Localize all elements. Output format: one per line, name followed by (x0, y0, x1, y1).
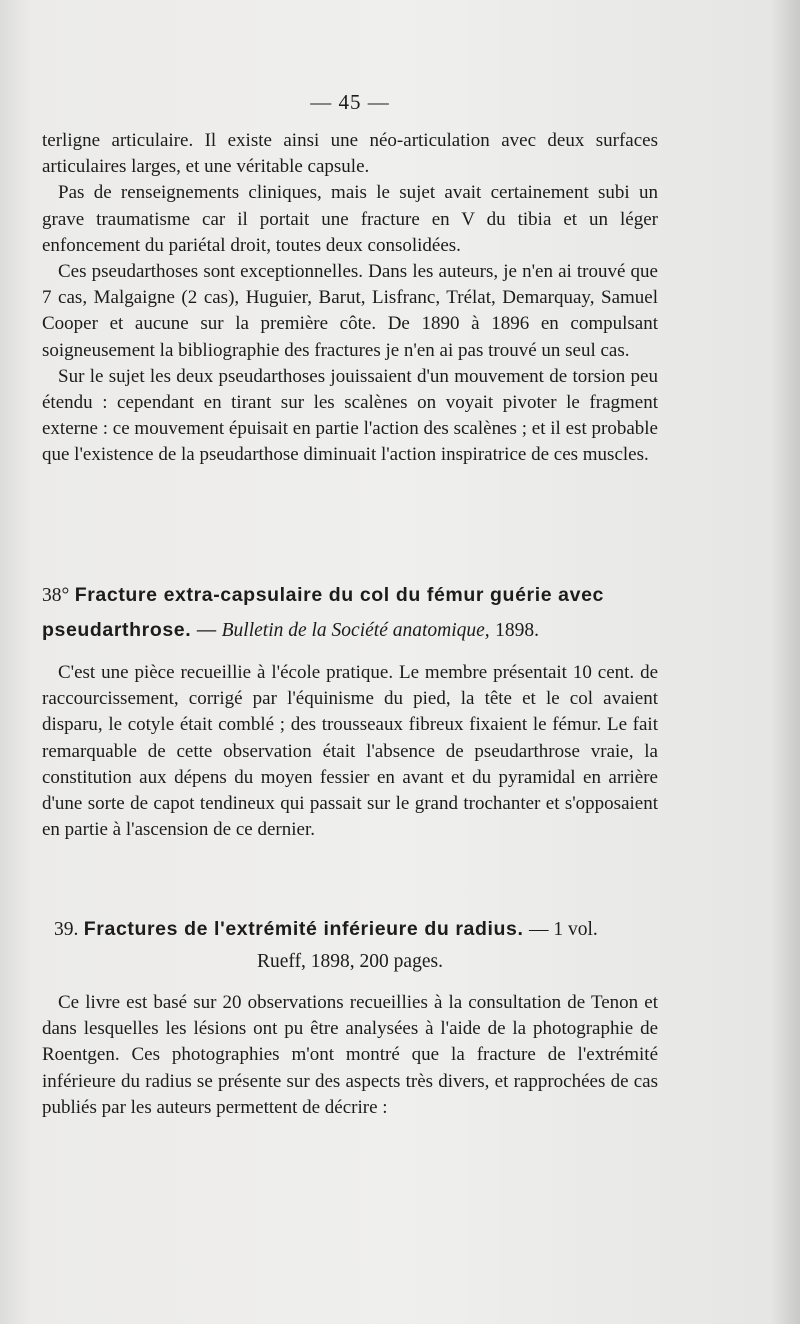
paragraph: Pas de renseignements cliniques, mais le sujet avait certainement subi un grave traumatisme car il portait une fracture en V du tibia et un léger enfoncement du pariétal droit, toutes deux consolidées. (42, 182, 658, 256)
paragraph: C'est une pièce recueillie à l'école pratique. Le membre présentait 10 cent. de raccourcissement, corrigé par l'équinisme du pied, la tête et le col avaient disparu, le cotyle était comblé ; des trousseaux fibreux fixaient le fémur. Le fait remarquable de cette observation était l'absence de pseudarthrose vraie, la constitution aux dépens du moyen fessier en avant et du pyramidal en arrière d'une sorte de capot tendineux qui passait sur le grand trochanter et s'opposaient en partie à l'ascension de ce dernier. (42, 662, 658, 841)
section-title: Fractures de l'extrémité inférieure du radius. (83, 918, 524, 940)
section-38-body (42, 660, 658, 843)
volume-info: — 1 vol. (528, 919, 598, 940)
section-38-heading (42, 578, 658, 648)
page-number: — 45 — (310, 90, 390, 114)
source-year: 1898. (495, 620, 539, 641)
section-39-body (42, 990, 658, 1121)
publisher-line: Rueff, 1898, 200 pages. (257, 951, 443, 972)
dash: — (196, 619, 217, 641)
section-number: 39. (54, 919, 79, 940)
paragraph: Ce livre est basé sur 20 observations recueillies à la consultation de Tenon et dans lesquelles les lésions ont pu être analysées à l'aide de la photographie de Roentgen. Ces photographies m'ont montré que la fracture de l'extrémité inférieure du radius se présente sur des aspects très divers, et rapprochées de cas publiés par les auteurs permettent de décrire : (42, 992, 658, 1118)
source-title: Bulletin de la Société anatomique, (221, 620, 490, 641)
paragraph: Ces pseudarthoses sont exceptionnelles. Dans les auteurs, je n'en ai trouvé que 7 cas, Malgaigne (2 cas), Huguier, Barut, Lisfranc, Trélat, Demarquay, Samuel Cooper et aucune sur la première côte. De 1890 à 1896 en compulsant soigneusement la bibliographie des fractures je n'en ai pas trouvé un seul cas. (42, 261, 658, 361)
section-39-heading (42, 912, 658, 977)
top-text-block (42, 128, 658, 469)
paragraph: Sur le sujet les deux pseudarthoses jouissaient d'un mouvement de torsion peu étendu : cependant en tirant sur les scalènes on voyait pivoter le fragment externe : ce mouvement épuisait en partie l'action des scalènes ; et il est probable que l'existence de la pseudarthose diminuait l'action inspiratrice de ces muscles. (42, 365, 658, 466)
section-title: Fracture extra-capsulaire du col du fémur guérie avec pseudarthrose. (42, 584, 604, 641)
paragraph: terligne articulaire. Il existe ainsi une néo-articulation avec deux surfaces articulaires larges, et une véritable capsule. (42, 130, 658, 178)
section-number: 38° (42, 585, 70, 606)
